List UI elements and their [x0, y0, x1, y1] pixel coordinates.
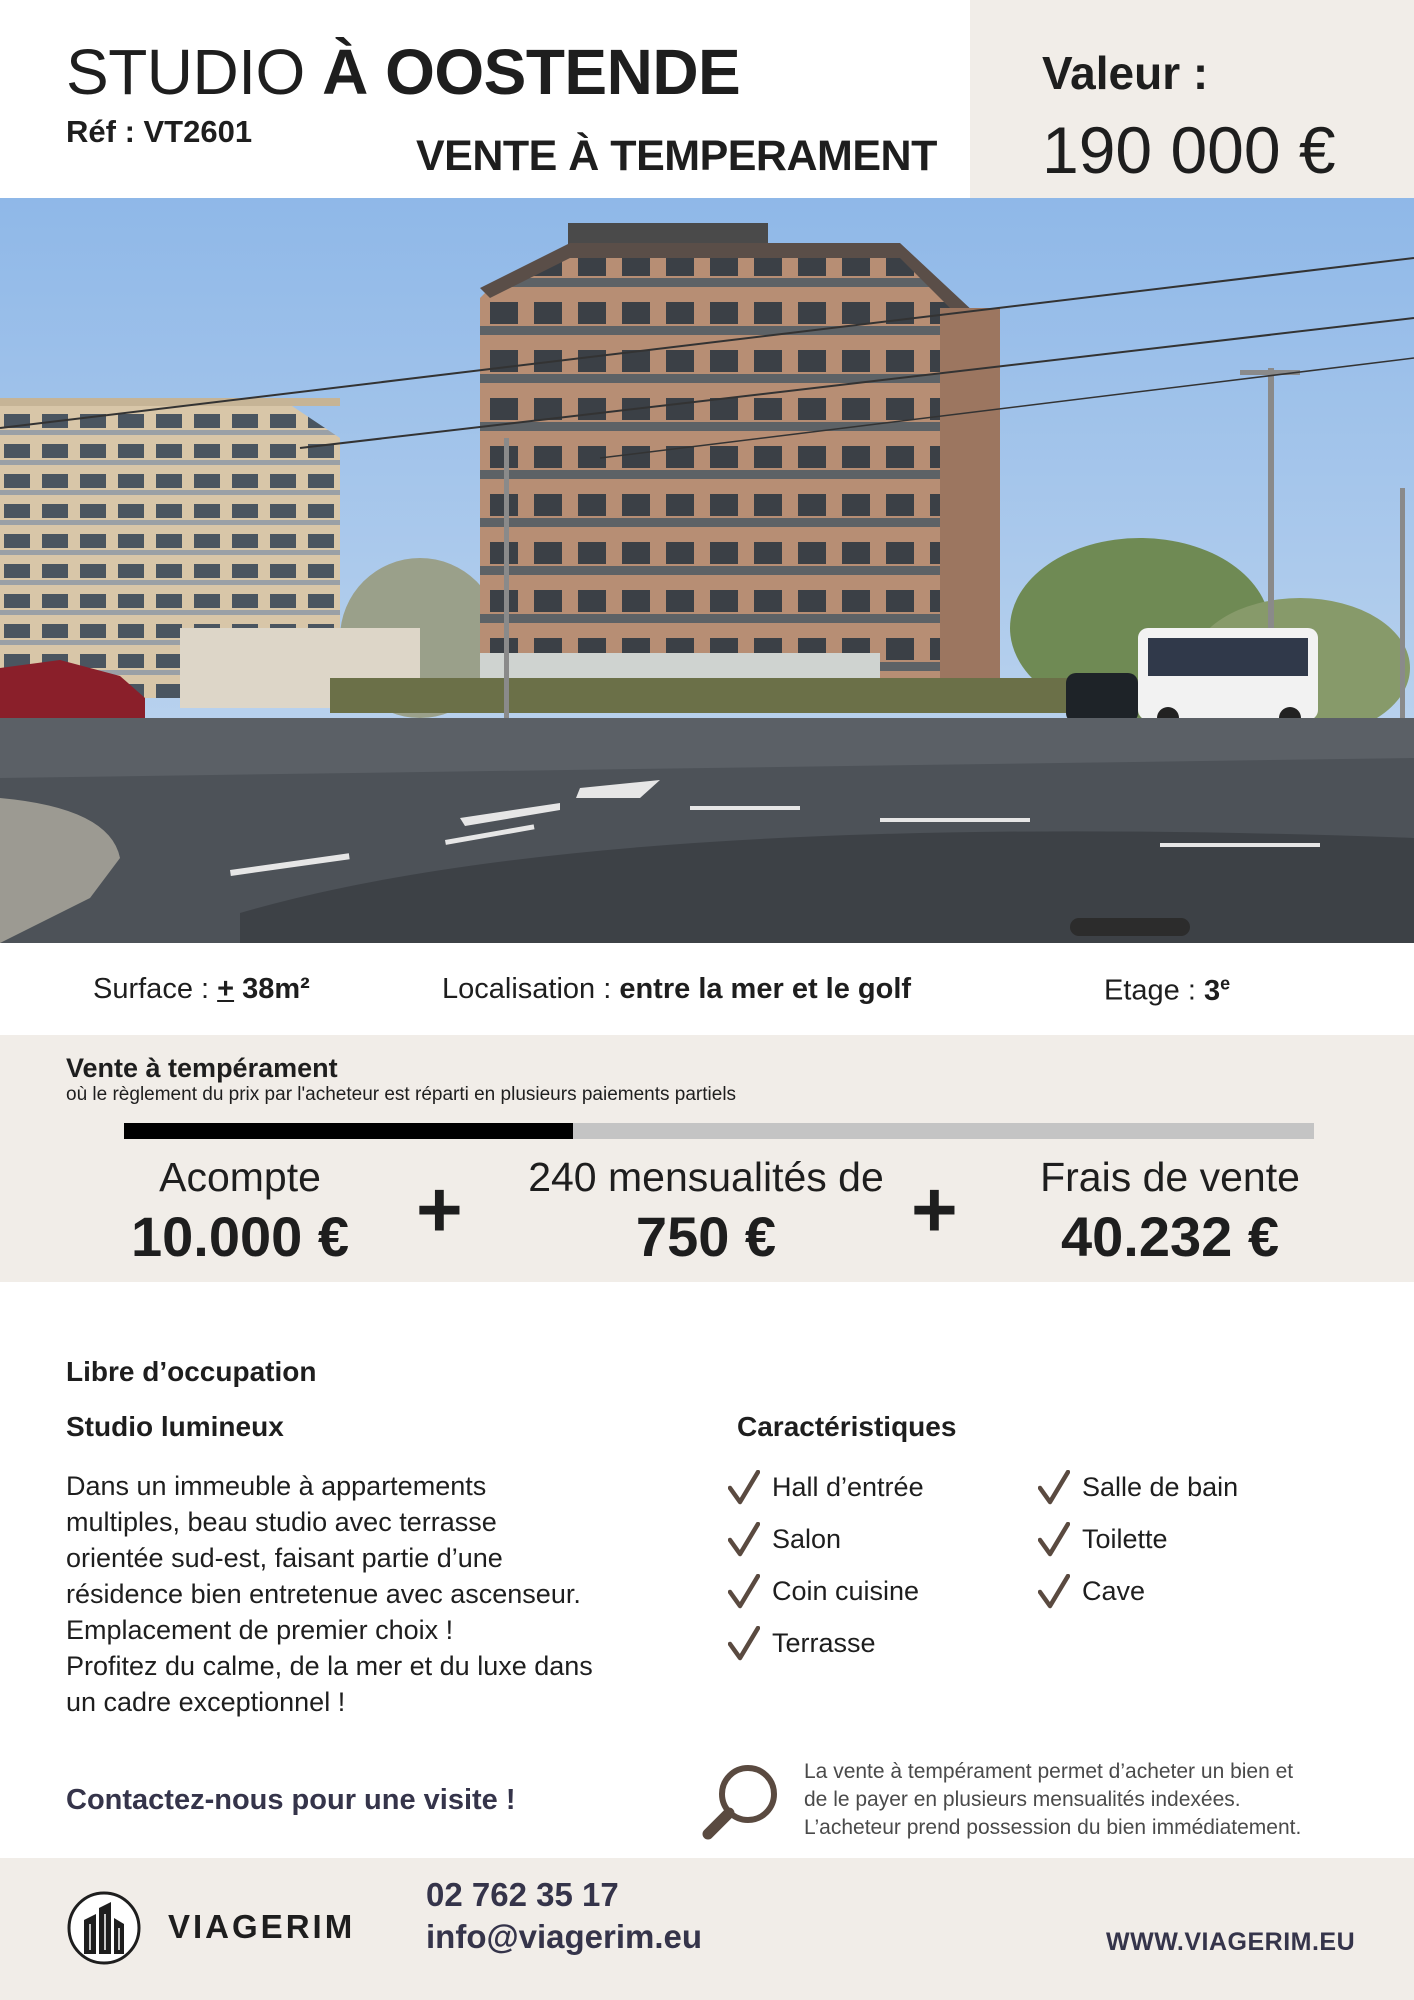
- title-bold: À OOSTENDE: [322, 36, 741, 108]
- checkmark-icon: [728, 1470, 760, 1506]
- location-value: entre la mer et le golf: [619, 973, 912, 1005]
- payment-progress-fill: [124, 1123, 573, 1139]
- info-note: [804, 1758, 1364, 1842]
- installments-amount: 750 €: [635, 1205, 777, 1268]
- specs-row: [0, 943, 1414, 1035]
- description-line: Profitez du calme, de la mer et du luxe dans: [66, 1651, 593, 1681]
- description-line: résidence bien entretenue avec ascenseur.: [66, 1579, 581, 1609]
- down-payment: [110, 1151, 370, 1271]
- description-line: un cadre exceptionnel !: [66, 1687, 346, 1717]
- website-link[interactable]: WWW.VIAGERIM.EU: [1106, 1928, 1356, 1956]
- description-text: [66, 1468, 626, 1720]
- floor-suffix: e: [1220, 973, 1231, 993]
- installments-label: 240 mensualités de: [528, 1154, 884, 1200]
- feature-label: Cave: [1082, 1576, 1146, 1606]
- down-payment-label: Acompte: [159, 1154, 321, 1200]
- spec-surface: [93, 973, 310, 1006]
- header: [0, 0, 1414, 198]
- email-link[interactable]: info@viagerim.eu: [426, 1918, 703, 1955]
- checkmark-icon: [1038, 1522, 1070, 1558]
- feature-label: Hall d’entrée: [772, 1472, 924, 1502]
- description-line: Emplacement de premier choix !: [66, 1615, 454, 1645]
- location-label: Localisation :: [442, 973, 612, 1005]
- temperament-subtitle: où le règlement du prix par l'acheteur est réparti en plusieurs paiements partiels: [66, 1084, 737, 1105]
- feature-label: Salon: [772, 1524, 842, 1554]
- sale-fees: [1020, 1151, 1320, 1271]
- spec-floor: [1104, 973, 1230, 1008]
- description-line: orientée sud-est, faisant partie d’une: [66, 1543, 503, 1573]
- page-title: [66, 36, 740, 108]
- title-light: STUDIO: [66, 36, 305, 108]
- installments: [506, 1151, 906, 1271]
- sale-fees-label: Frais de vente: [1040, 1154, 1300, 1200]
- contact-cta: Contactez-nous pour une visite !: [66, 1784, 516, 1816]
- building-photo: [0, 198, 1414, 943]
- feature-label: Coin cuisine: [772, 1576, 920, 1606]
- description-line: Dans un immeuble à appartements: [66, 1471, 487, 1501]
- value-amount: 190 000 €: [1042, 113, 1336, 187]
- building-photo-svg: [0, 198, 1414, 943]
- surface-value: 38m²: [234, 973, 310, 1005]
- checkmark-icon: [728, 1574, 760, 1610]
- surface-label: Surface :: [93, 973, 210, 1005]
- features-heading: Caractéristiques: [737, 1411, 957, 1442]
- info-note-line: L’acheteur prend possession du bien immédiatement.: [804, 1816, 1302, 1839]
- checkmark-icon: [728, 1522, 760, 1558]
- magnifier-icon: [700, 1760, 782, 1842]
- checkmark-icon: [1038, 1470, 1070, 1506]
- info-note-line: de le payer en plusieurs mensualités indexées.: [804, 1788, 1241, 1811]
- description-heading: Studio lumineux: [66, 1411, 284, 1442]
- brand-name: VIAGERIM: [168, 1908, 356, 1945]
- plus-sign: +: [911, 1165, 958, 1254]
- checkmark-icon: [728, 1626, 760, 1662]
- down-payment-amount: 10.000 €: [131, 1205, 349, 1268]
- payment-progress-bar: [124, 1123, 1314, 1139]
- sale-fees-amount: 40.232 €: [1061, 1205, 1279, 1268]
- occupancy-status: Libre d’occupation: [66, 1356, 317, 1387]
- reference: Réf : VT2601: [66, 114, 253, 149]
- feature-label: Salle de bain: [1082, 1472, 1239, 1502]
- floor-value: 3: [1203, 974, 1221, 1007]
- sale-type: VENTE À TEMPERAMENT: [416, 132, 937, 180]
- plus-sign: +: [416, 1165, 463, 1254]
- temperament-title: Vente à tempérament: [66, 1053, 338, 1083]
- checkmark-icon: [1038, 1574, 1070, 1610]
- description-line: multiples, beau studio avec terrasse: [66, 1507, 497, 1537]
- info-note-line: La vente à tempérament permet d’acheter un bien et: [804, 1760, 1294, 1783]
- footer: [0, 1858, 1414, 2000]
- surface-prefix: +: [217, 973, 235, 1005]
- value-box: [970, 0, 1414, 198]
- floor-label: Etage :: [1104, 974, 1196, 1007]
- spec-location: [442, 973, 911, 1006]
- feature-label: Terrasse: [772, 1628, 876, 1658]
- value-label: Valeur :: [1042, 47, 1209, 99]
- feature-label: Toilette: [1082, 1524, 1168, 1554]
- viagerim-logo-icon: [66, 1890, 142, 1966]
- phone-number[interactable]: 02 762 35 17: [426, 1876, 619, 1913]
- temperament-section: [0, 1035, 1414, 1282]
